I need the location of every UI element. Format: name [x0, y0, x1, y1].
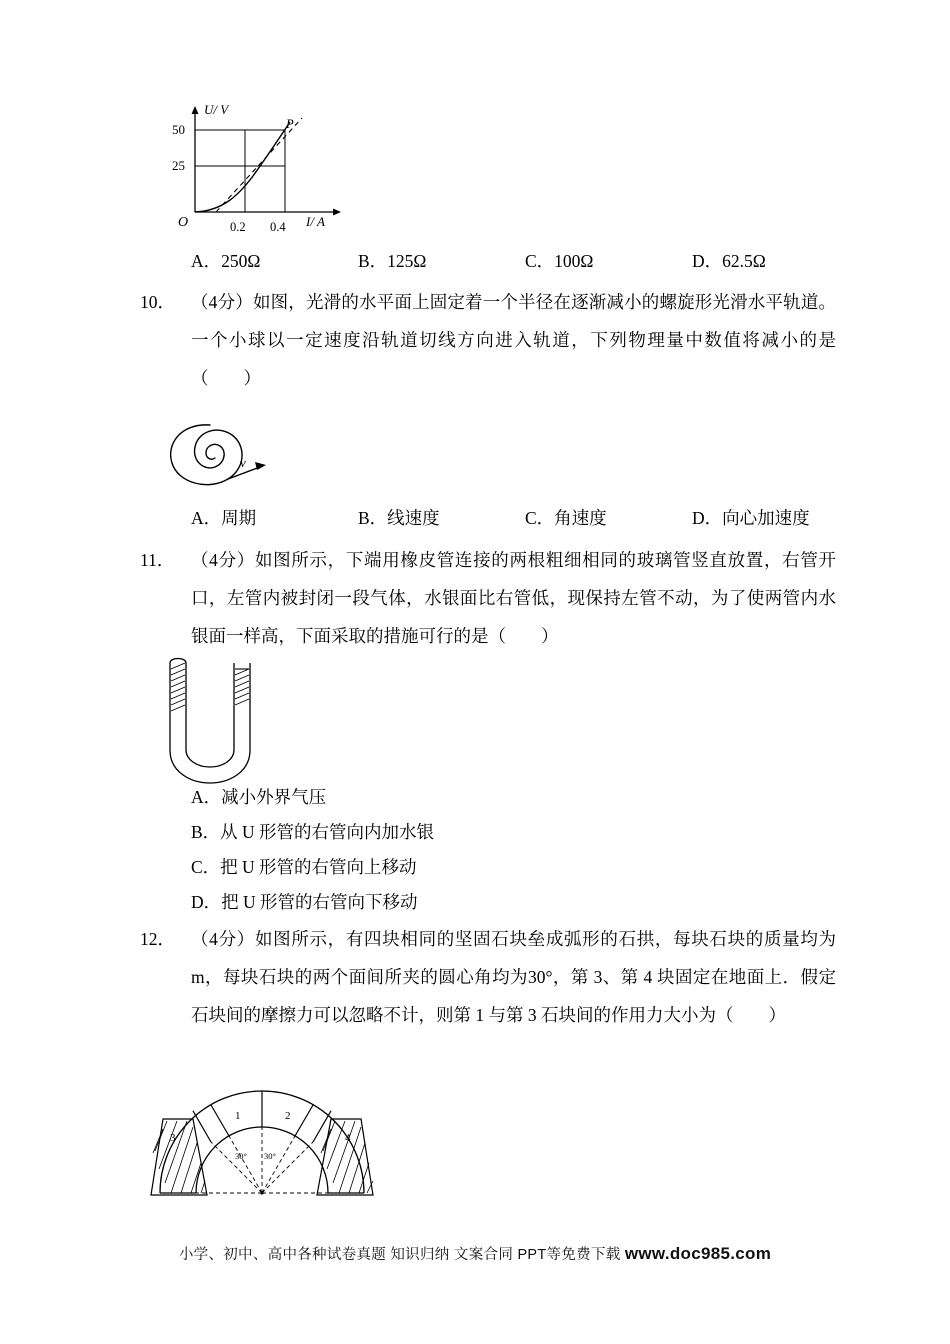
q11-stem: 如图所示，下端用橡皮管连接的两根粗细相同的玻璃管竖直放置，右管开口，左管内被封闭一段气体，水银面比右管低，现保持左管不动，为了使两管内水银面一样高，下面采取的措施可行的是（ ） [191, 550, 837, 646]
point-label-p: P [286, 117, 294, 131]
q9-option-b[interactable]: B．125Ω [358, 251, 427, 271]
q11-text [191, 541, 836, 655]
q10-text [191, 283, 836, 397]
q12-stem: 如图所示，有四块相同的坚固石块垒成弧形的石拱，每块石块的质量均为 m，每块石块的两个面间所夹的圆心角均为30°，第 3、第 4 块固定在地面上．假定石块间的摩擦力可以忽略不计，则第 1 与第 3 石块间的作用力大小为（ ） [191, 929, 837, 1025]
q11-option-c[interactable]: C．把 U 形管的右管向上移动 [191, 857, 417, 877]
origin-label: O [178, 215, 189, 230]
arch-angle-right: 30° [264, 1151, 276, 1161]
q10-option-c[interactable]: C．角速度 [525, 508, 607, 528]
figure-ui-graph [150, 100, 400, 240]
figure-u-tube [140, 655, 300, 795]
y-tick-25: 25 [172, 158, 185, 173]
q10-option-d[interactable]: D．向心加速度 [692, 508, 810, 528]
q11-option-d[interactable]: D．把 U 形管的右管向下移动 [191, 892, 418, 912]
spiral-velocity-label: v [240, 455, 246, 470]
footer-brand[interactable]: www.doc985.com [624, 1244, 772, 1263]
arch-block-2: 2 [285, 1110, 291, 1122]
y-tick-50: 50 [172, 122, 185, 137]
arch-block-3: 3 [170, 1132, 176, 1144]
arch-svg [145, 1085, 380, 1205]
arch-block-1: 1 [235, 1110, 241, 1122]
ui-graph-svg [150, 100, 400, 240]
u-tube-svg [140, 655, 300, 800]
q10-number: 10． [140, 292, 175, 312]
figure-stone-arch [145, 1085, 375, 1200]
arch-block-4: 4 [345, 1132, 351, 1144]
q10-option-b[interactable]: B．线速度 [358, 508, 440, 528]
footer [0, 1243, 950, 1264]
q12-score: （4分） [191, 929, 255, 949]
q11-score: （4分） [191, 550, 255, 570]
q10-stem: 如图，光滑的水平面上固定着一个半径在逐渐减小的螺旋形光滑水平轨道。一个小球以一定速度沿轨道切线方向进入轨道，下列物理量中数值将减小的是（ ） [191, 292, 837, 388]
x-tick-02: 0.2 [230, 220, 246, 234]
x-axis-label: I/ A [306, 214, 325, 229]
q12-number: 12． [140, 929, 175, 949]
q11-option-a[interactable]: A．减小外界气压 [191, 787, 327, 807]
q12-text [191, 920, 836, 1034]
q9-option-d[interactable]: D．62.5Ω [692, 251, 766, 271]
q10-score: （4分） [191, 292, 253, 312]
q11-option-b[interactable]: B．从 U 形管的右管向内加水银 [191, 822, 435, 842]
y-axis-label: U/ V [204, 102, 229, 117]
q9-option-a[interactable]: A．250Ω [191, 251, 261, 271]
q10-option-a[interactable]: A．周期 [191, 508, 257, 528]
spiral-svg [150, 405, 330, 500]
q10-options-row [191, 503, 851, 533]
x-tick-04: 0.4 [270, 220, 286, 234]
q9-options-row [191, 246, 851, 276]
q11-number: 11． [140, 550, 175, 570]
footer-text: 小学、初中、高中各种试卷真题 知识归纳 文案合同 PPT等免费下载 [178, 1247, 621, 1263]
q9-option-c[interactable]: C．100Ω [525, 251, 594, 271]
figure-spiral-track [150, 405, 330, 495]
arch-angle-left: 30° [235, 1151, 247, 1161]
